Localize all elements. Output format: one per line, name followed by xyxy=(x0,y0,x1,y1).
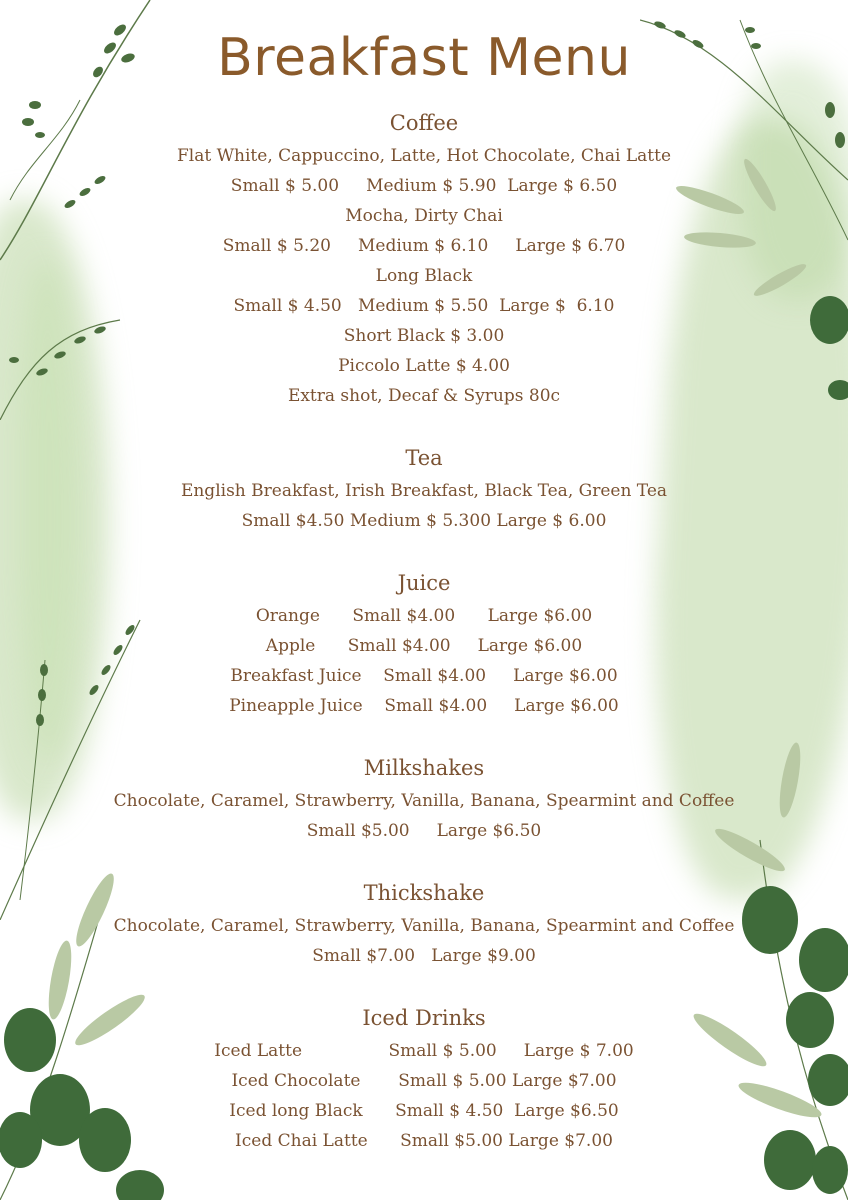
iced-drinks-line: Iced long Black Small $ 4.50 Large $6.50 xyxy=(229,1101,619,1121)
iced-drinks-line: Iced Latte Small $ 5.00 Large $ 7.00 xyxy=(214,1041,634,1061)
tea-line: Small $4.50 Medium $ 5.300 Large $ 6.00 xyxy=(241,511,607,531)
juice-line: Pineapple Juice Small $4.00 Large $6.00 xyxy=(229,696,619,716)
thickshake-line: Small $7.00 Large $9.00 xyxy=(312,946,536,966)
coffee-line: Small $ 5.00 Medium $ 5.90 Large $ 6.50 xyxy=(230,176,618,196)
juice-line: Apple Small $4.00 Large $6.00 xyxy=(265,636,583,656)
coffee-line: Flat White, Cappuccino, Latte, Hot Chocolate, Chai Latte xyxy=(176,146,672,166)
section-heading-thickshake: Thickshake xyxy=(363,881,485,905)
iced-drinks-line: Iced Chai Latte Small $5.00 Large $7.00 xyxy=(235,1131,613,1151)
tea-line: English Breakfast, Irish Breakfast, Black Tea, Green Tea xyxy=(180,481,668,501)
coffee-line: Long Black xyxy=(375,266,473,286)
section-heading-coffee: Coffee xyxy=(389,111,459,135)
coffee-line: Small $ 4.50 Medium $ 5.50 Large $ 6.10 xyxy=(233,296,615,316)
juice-line: Orange Small $4.00 Large $6.00 xyxy=(255,606,593,626)
milkshakes-line: Chocolate, Caramel, Strawberry, Vanilla, Banana, Spearmint and Coffee xyxy=(113,791,735,811)
thickshake-line: Chocolate, Caramel, Strawberry, Vanilla, Banana, Spearmint and Coffee xyxy=(113,916,735,936)
coffee-line: Piccolo Latte $ 4.00 xyxy=(338,356,510,376)
section-heading-juice: Juice xyxy=(397,571,451,595)
milkshakes-line: Small $5.00 Large $6.50 xyxy=(306,821,542,841)
coffee-line: Small $ 5.20 Medium $ 6.10 Large $ 6.70 xyxy=(222,236,626,256)
iced-drinks-line: Iced Chocolate Small $ 5.00 Large $7.00 xyxy=(231,1071,617,1091)
juice-line: Breakfast Juice Small $4.00 Large $6.00 xyxy=(230,666,618,686)
coffee-line: Mocha, Dirty Chai xyxy=(345,206,503,226)
section-heading-iced-drinks: Iced Drinks xyxy=(362,1006,486,1030)
section-heading-tea: Tea xyxy=(405,446,443,470)
menu-title: Breakfast Menu xyxy=(217,28,631,88)
section-heading-milkshakes: Milkshakes xyxy=(363,756,485,780)
coffee-line: Short Black $ 3.00 xyxy=(343,326,505,346)
coffee-line: Extra shot, Decaf & Syrups 80c xyxy=(287,386,561,406)
